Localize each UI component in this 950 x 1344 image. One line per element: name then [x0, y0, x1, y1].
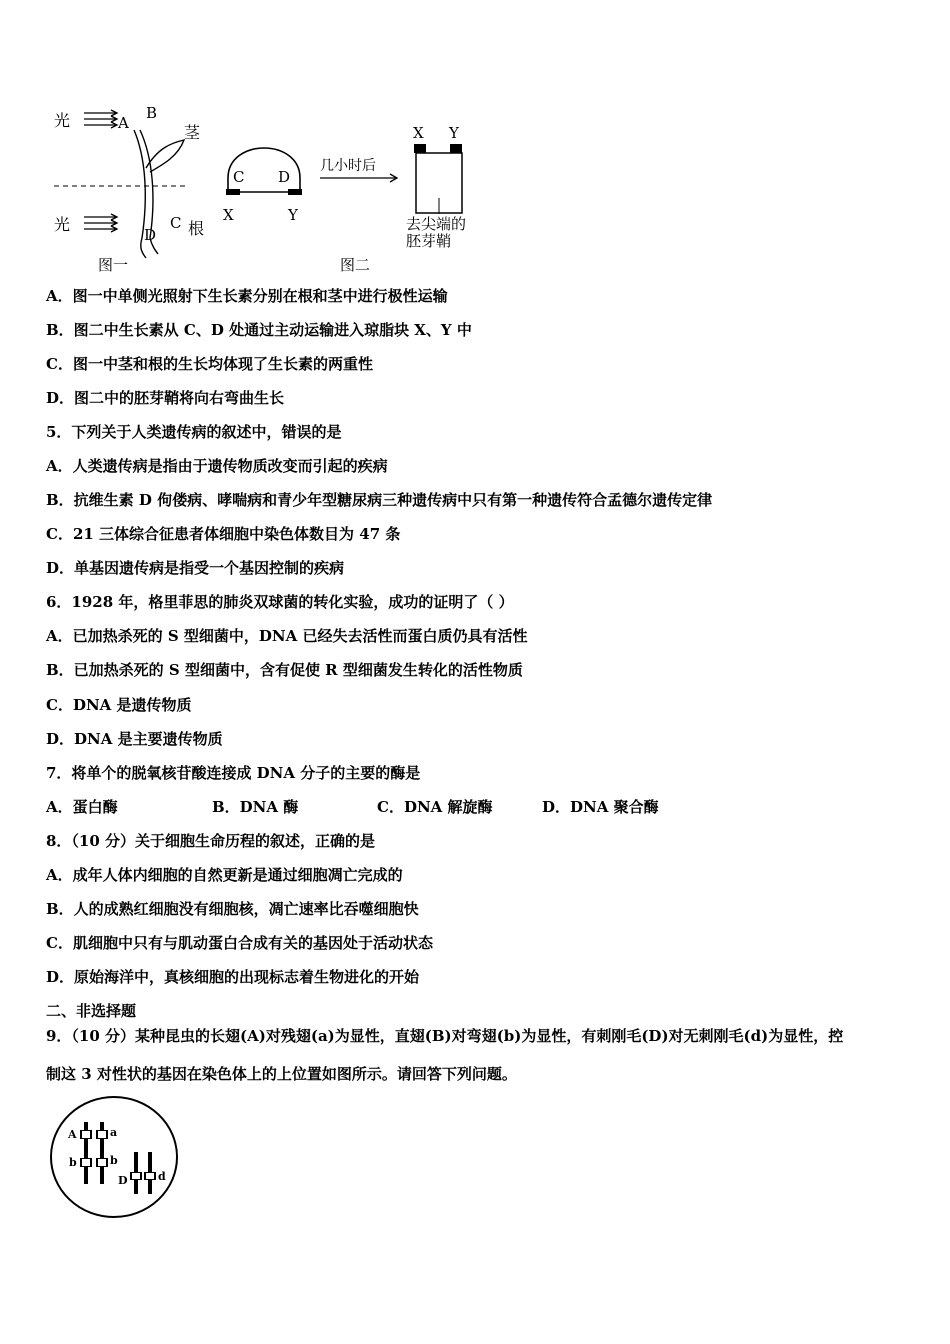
q6-option-c: C．DNA 是遗传物质	[46, 696, 192, 714]
gene-d-lower: d	[158, 1170, 166, 1183]
q8-option-c: C．肌细胞中只有与肌动蛋白合成有关的基因处于活动状态	[46, 934, 433, 952]
q6-option-d: D．DNA 是主要遗传物质	[46, 730, 223, 748]
q5-option-b: B．抗维生素 D 佝偻病、哮喘病和青少年型糖尿病三种遗传病中只有第一种遗传符合孟德尔遗传定律	[46, 491, 713, 509]
q8-option-d: D．原始海洋中，真核细胞的出现标志着生物进化的开始	[46, 968, 420, 986]
q4-option-d: D．图二中的胚芽鞘将向右弯曲生长	[46, 389, 285, 407]
agar-block-x	[414, 144, 426, 153]
q5-option-a: A．人类遗传病是指由于遗传物质改变而引起的疾病	[46, 457, 388, 475]
gene-d-upper: D	[118, 1174, 128, 1187]
label-a: A	[118, 114, 129, 132]
q4-option-a: A．图一中单侧光照射下生长素分别在根和茎中进行极性运输	[46, 287, 448, 305]
q6-option-a: A．已加热杀死的 S 型细菌中，DNA 已经失去活性而蛋白质仍具有活性	[46, 627, 528, 645]
q9-line-1: 9．（10 分）某种昆虫的长翅(A)对残翅(a)为显性，直翅(B)对弯翅(b)为显性，有刺刚毛(D)对无刺刚毛(d)为显性，控	[46, 1027, 844, 1045]
chromosome-middle	[96, 1122, 108, 1184]
agar-block-y	[450, 144, 462, 153]
label-d: D	[144, 226, 157, 244]
caption-figure1: 图一	[98, 256, 129, 274]
block-y-label: Y	[288, 206, 298, 224]
q4-option-c: C．图一中茎和根的生长均体现了生长素的两重性	[46, 355, 373, 373]
q5-option-c: C．21 三体综合征患者体细胞中染色体数目为 47 条	[46, 525, 401, 543]
root-label: 根	[188, 219, 205, 238]
q4-option-b: B．图二中生长素从 C、D 处通过主动运输进入琼脂块 X、Y 中	[46, 321, 472, 339]
chromosome-left	[80, 1122, 92, 1184]
section-heading: 二、非选择题	[46, 1002, 137, 1020]
block-c-label: C	[233, 168, 245, 186]
plant-auxin-figure	[46, 98, 496, 278]
q6-option-b: B．已加热杀死的 S 型细菌中，含有促使 R 型细菌发生转化的活性物质	[46, 661, 523, 679]
q8-option-a: A．成年人体内细胞的自然更新是通过细胞凋亡完成的	[46, 866, 403, 884]
coleoptile-label-2: 胚芽鞘	[406, 232, 452, 250]
gene-a-upper: A	[68, 1128, 77, 1141]
q7-option-a: A．蛋白酶	[46, 798, 118, 816]
q8-option-b: B．人的成熟红细胞没有细胞核，凋亡速率比吞噬细胞快	[46, 900, 419, 918]
light-arrows-top	[84, 110, 117, 128]
gene-b-right: b	[110, 1154, 118, 1167]
q5-option-d: D．单基因遗传病是指受一个基因控制的疾病	[46, 559, 345, 577]
caption-figure2: 图二	[340, 256, 371, 274]
gene-b-left: b	[69, 1156, 77, 1169]
q7-option-c: C．DNA 解旋酶	[377, 798, 493, 816]
coleoptile-label-1: 去尖端的	[406, 215, 467, 233]
stem-label: 茎	[184, 123, 201, 142]
block-d	[288, 189, 302, 195]
arrow-label: 几小时后	[320, 158, 376, 174]
chromosome-right-pair	[130, 1152, 156, 1194]
light-arrows-bottom	[84, 214, 117, 232]
right-x-label: X	[413, 124, 424, 142]
q9-line-2: 制这 3 对性状的基因在染色体上的上位置如图所示。请回答下列问题。	[46, 1065, 517, 1083]
block-d-label: D	[278, 168, 291, 186]
label-b: B	[146, 104, 158, 122]
label-c: C	[170, 214, 182, 232]
q7-options	[46, 797, 746, 817]
plant-icon	[134, 130, 184, 258]
gene-a-lower: a	[110, 1126, 118, 1139]
q7-option-b: B．DNA 酶	[212, 798, 299, 816]
block-x-label: X	[223, 206, 234, 224]
right-y-label: Y	[449, 124, 459, 142]
q7-stem: 7．将单个的脱氧核苷酸连接成 DNA 分子的主要的酶是	[46, 764, 421, 782]
chromosome-figure	[48, 1094, 182, 1224]
q8-stem: 8．（10 分）关于细胞生命历程的叙述，正确的是	[46, 832, 376, 850]
arrow-right-icon	[320, 174, 397, 182]
block-c	[226, 189, 240, 195]
q5-stem: 5．下列关于人类遗传病的叙述中，错误的是	[46, 423, 342, 441]
light-label-bottom: 光	[54, 215, 71, 234]
q7-option-d: D．DNA 聚合酶	[542, 798, 659, 816]
q6-stem: 6．1928 年，格里菲思的肺炎双球菌的转化实验，成功的证明了（ ）	[46, 593, 514, 611]
light-label-top: 光	[54, 111, 71, 130]
